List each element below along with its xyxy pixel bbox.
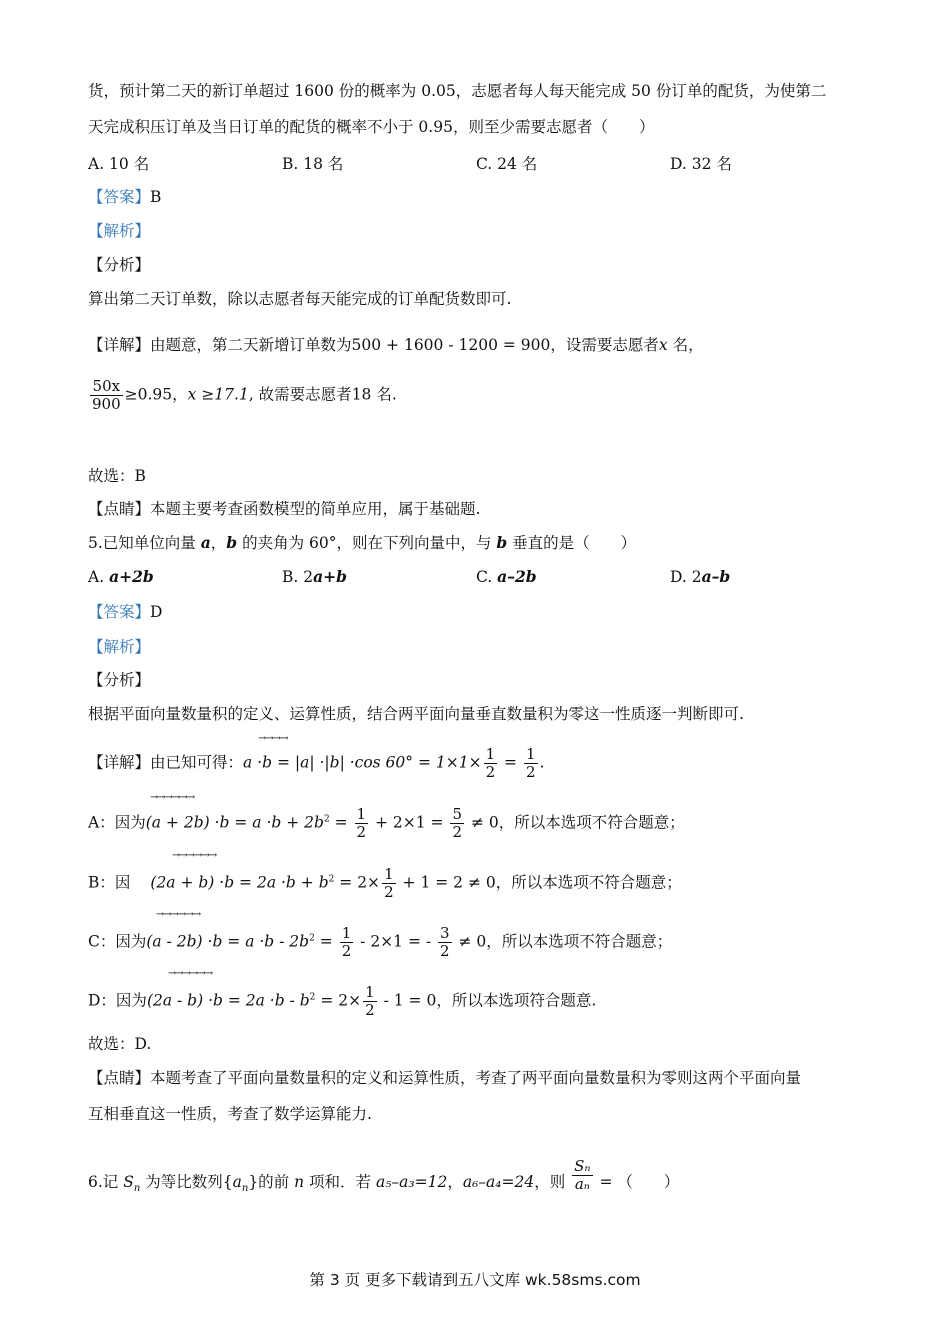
superscript: 2 (309, 992, 316, 1003)
vector-arrows: →→→→→→ (156, 909, 201, 920)
fraction-denominator: aₙ (574, 1175, 590, 1193)
option-expression: a+2b (109, 567, 154, 586)
comment-text: 本题考查了平面向量数量积的定义和运算性质，考查了两平面向量数量积为零则这两个平面向量 (150, 1069, 802, 1087)
fraction-denominator: 2 (485, 763, 496, 781)
fraction-numerator: 1 (485, 745, 496, 763)
answer-tag: 【答案】 (88, 188, 151, 206)
q5-option-b (282, 567, 347, 586)
vector-arrows: →→→→→→ (150, 792, 195, 803)
check-expression-2: = 2× (334, 873, 381, 892)
detail-expression: 500 + 1600 - 1200 = 900 (351, 336, 551, 354)
check-expression: (a + 2b) ·b = a ·b + 2b (145, 813, 324, 832)
fraction-denominator: 900 (92, 395, 121, 413)
q5-option-c (476, 567, 537, 586)
q5-check-d (88, 984, 596, 1019)
check-label: B：因 (88, 873, 131, 892)
conclusion-number: 18 (351, 385, 372, 404)
fraction-numerator: 1 (525, 745, 536, 763)
not-zero: ≠ 0 (466, 813, 499, 832)
condition-1: a₅–a₃=12 (375, 1173, 448, 1191)
detail-expression: a ·b = |a| ·|b| ·cos 60° = 1×1× (243, 753, 482, 772)
check-label: C：因为 (88, 932, 147, 951)
answer-tag: 【答案】 (88, 603, 151, 621)
fraction-numerator: 1 (384, 865, 394, 883)
stem-text-2: 为等比数列{ (140, 1173, 233, 1191)
q4-option-d: D. 32 名 (670, 155, 732, 173)
detail-text-tail: ，设需要志愿者 (550, 336, 659, 354)
variable-x: x (658, 336, 668, 354)
check-label: D：因为 (88, 991, 147, 1010)
fraction-half (355, 806, 369, 841)
q5-check-c (88, 925, 672, 960)
vector-b: b (226, 533, 238, 552)
option-label: D. 2 (670, 568, 702, 586)
detail-text-end: 名， (667, 336, 704, 354)
vector-b-2: b (496, 533, 508, 552)
q4-fenxi-tag: 【分析】 (88, 256, 151, 274)
stem-text: 记 (102, 1173, 124, 1191)
fraction-numerator: 5 (452, 805, 463, 823)
q5-comment-2: 互相垂直这一性质，考查了数学运算能力. (88, 1105, 372, 1123)
stem-comma: ， (210, 534, 227, 552)
not-zero: ≠ 0 (453, 932, 487, 951)
answer-value: D (150, 603, 163, 621)
q4-comment (88, 498, 480, 520)
conclusion-text: , 故需要志愿者 (248, 385, 352, 404)
superscript: 2 (328, 874, 335, 885)
fraction-numerator: Sₙ (574, 1157, 591, 1175)
fraction-50x-900 (90, 378, 123, 413)
check-expression-2: = 2× (315, 991, 362, 1010)
q5-check-a (88, 806, 685, 841)
q5-analysis-tag: 【解析】 (88, 638, 151, 656)
detail-tag: 【详解】 (88, 753, 151, 772)
q4-choice: 故选：B (88, 467, 146, 485)
q4-answer (88, 186, 161, 208)
q5-stem (88, 532, 636, 554)
question-number: 6. (88, 1173, 103, 1191)
fraction-half (363, 984, 377, 1019)
equals: = (329, 813, 353, 832)
fraction-denominator: 2 (440, 942, 450, 960)
fraction-denominator: 2 (356, 823, 367, 841)
detail-text: 由题意，第二天新增订单数为 (150, 336, 352, 354)
option-label: A. (88, 568, 110, 586)
subscript-n: n (241, 1183, 249, 1195)
q4-option-a: A. 10 名 (88, 155, 150, 173)
stem-comma: ， (447, 1173, 463, 1191)
inequality-value: ≥0.95 (124, 385, 173, 404)
q4-analysis-tag: 【解析】 (88, 222, 151, 240)
q5-check-b (88, 866, 682, 901)
q6-stem (88, 1158, 679, 1200)
q5-fenxi-tag: 【分析】 (88, 671, 151, 689)
q5-detail (88, 746, 544, 781)
intro-line-1: 货，预计第二天的新订单超过 1600 份的概率为 0.05，志愿者每人每天能完成 50 份订单的配货，为使第二 (88, 82, 827, 100)
check-expression: (2a - b) ·b = 2a ·b - b (146, 991, 310, 1010)
option-label: B. 2 (282, 568, 314, 586)
fraction-denominator: 2 (341, 942, 352, 960)
detail-text: 由已知可得： (150, 753, 244, 772)
stem-text-end: = （ ） (594, 1173, 680, 1191)
fraction-numerator: 1 (365, 983, 375, 1001)
equals: = (314, 932, 338, 951)
superscript: 2 (309, 933, 315, 944)
subscript-n: n (133, 1183, 141, 1195)
fraction-numerator: 1 (341, 924, 352, 942)
q4-detail (88, 334, 704, 356)
equals: = (499, 753, 522, 772)
check-expression-3: + 1 = 2 ≠ 0 (397, 873, 496, 892)
conclusion-end: 名. (371, 385, 397, 404)
comma: ， (172, 385, 188, 404)
q4-fenxi: 算出第二天订单数，除以志愿者每天能完成的订单配货数即可. (88, 290, 512, 308)
option-label: C. (476, 568, 498, 586)
comment-tag: 【点睛】 (88, 500, 151, 518)
q5-option-a (88, 567, 154, 586)
vector-a: a (200, 533, 211, 552)
fraction-half (382, 866, 396, 901)
check-conclusion: ，所以本选项不符合题意； (495, 873, 682, 892)
period: . (539, 753, 545, 772)
fraction-half (340, 925, 354, 960)
stem-text-end: 垂直的是（ ） (507, 534, 637, 552)
option-expression: a–2b (497, 567, 537, 586)
option-expression: a+b (313, 567, 347, 586)
stem-text-5: ，则 (534, 1173, 571, 1191)
check-expression: (2a + b) ·b = 2a ·b + b (150, 873, 329, 892)
superscript: 2 (323, 814, 330, 825)
check-conclusion: ，所以本选项符合题意. (436, 991, 597, 1010)
q4-option-b: B. 18 名 (282, 155, 344, 173)
q4-inequality (88, 378, 397, 413)
q4-option-c: C. 24 名 (476, 155, 538, 173)
fraction-sn-an (572, 1158, 592, 1193)
stem-text-3: }的前 (248, 1173, 295, 1191)
page-footer: 第 3 页 更多下载请到五八文库 wk.58sms.com (309, 1271, 641, 1289)
check-expression: (a - 2b) ·b = a ·b - 2b (146, 932, 310, 951)
check-conclusion: ，所以本选项不符合题意； (486, 932, 673, 951)
inequality-x: x ≥17.1 (187, 385, 249, 404)
stem-text-4: 项和．若 (304, 1173, 376, 1191)
stem-text: 已知单位向量 (102, 534, 201, 552)
fraction-5-2 (450, 806, 464, 841)
intro-line-2: 天完成积压订单及当日订单的配货的概率不小于 0.95，则至少需要志愿者（ ） (88, 118, 655, 136)
fraction-denominator: 2 (452, 823, 463, 841)
fraction-denominator: 2 (384, 883, 394, 901)
fraction-numerator: 3 (440, 924, 450, 942)
option-expression: a–b (701, 567, 731, 586)
q5-choice: 故选：D. (88, 1035, 152, 1053)
comment-tag: 【点睛】 (88, 1069, 151, 1087)
answer-value: B (150, 188, 162, 206)
check-expression-3: - 1 = 0 (378, 991, 437, 1010)
variable-n: n (294, 1173, 305, 1191)
q5-answer (88, 601, 162, 623)
fraction-half (484, 746, 498, 781)
check-label: A：因为 (88, 813, 146, 832)
q5-comment-1 (88, 1067, 801, 1089)
fraction-denominator: 2 (365, 1001, 375, 1019)
variable-a: a (232, 1173, 242, 1191)
fraction-denominator: 2 (525, 763, 536, 781)
check-expression-2: + 2×1 = (370, 813, 449, 832)
fraction-half-2 (524, 746, 538, 781)
comment-text: 本题主要考查函数模型的简单应用，属于基础题. (150, 500, 481, 518)
fraction-numerator: 1 (356, 805, 367, 823)
detail-tag: 【详解】 (88, 336, 151, 354)
q5-fenxi: 根据平面向量数量积的定义、运算性质，结合两平面向量垂直数量积为零这一性质逐一判断即可. (88, 705, 744, 723)
stem-text-2: 的夹角为 60°，则在下列向量中，与 (237, 534, 497, 552)
vector-arrows: →→→→→→ (168, 968, 213, 979)
q5-option-d (670, 567, 730, 586)
fraction-3-2 (438, 925, 452, 960)
check-expression-2: - 2×1 = - (355, 932, 437, 951)
question-number: 5. (88, 534, 103, 552)
condition-2: a₆–a₄=24 (462, 1173, 535, 1191)
fraction-numerator: 50x (90, 378, 123, 396)
vector-arrows: →→→→ (258, 733, 288, 744)
variable-s: S (123, 1173, 134, 1191)
vector-arrows: →→→→→→ (172, 850, 217, 861)
check-conclusion: ，所以本选项不符合题意； (498, 813, 685, 832)
